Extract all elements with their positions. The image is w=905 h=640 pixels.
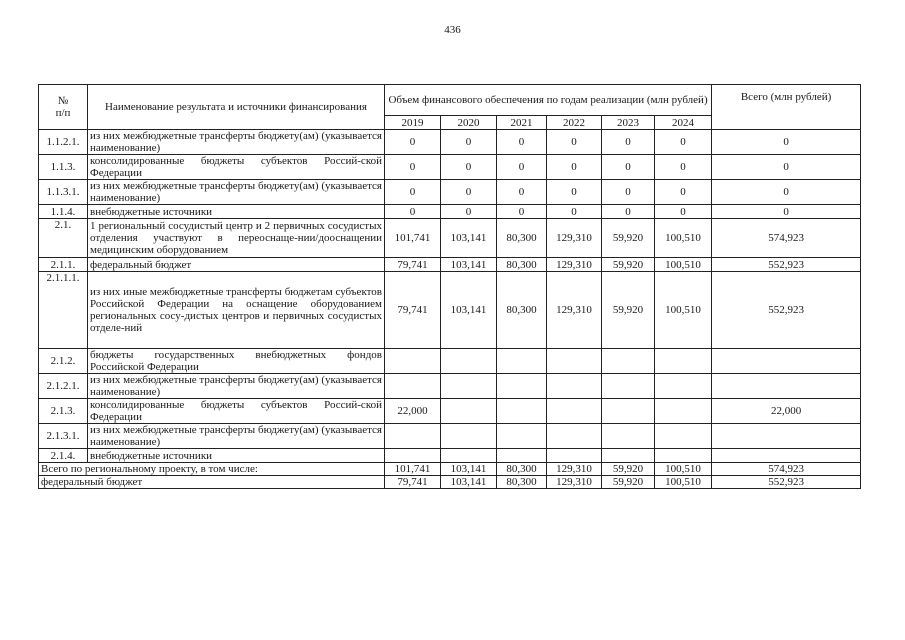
row-name: из них межбюджетные трансферты бюджету(ам) (указывается наименование) <box>88 130 385 155</box>
page-number: 436 <box>444 24 461 36</box>
value-cell: 80,300 <box>497 258 547 272</box>
summary-row <box>39 476 861 489</box>
value-cell: 0 <box>385 130 441 155</box>
value-cell: 59,920 <box>602 258 655 272</box>
table-row <box>39 424 861 449</box>
row-name: 1 региональный сосудистый центр и 2 первичных сосудистых отделения участвуют в переоснаще-нии/дооснащении медицинским оборудованием <box>88 219 385 258</box>
value-cell: 80,300 <box>497 272 547 349</box>
value-cell: 0 <box>547 130 602 155</box>
value-cell: 22,000 <box>385 399 441 424</box>
header-name: Наименование результата и источники финансирования <box>88 85 385 130</box>
row-number: 1.1.2.1. <box>39 130 88 155</box>
value-cell: 103,141 <box>441 476 497 489</box>
value-cell: 129,310 <box>547 219 602 258</box>
value-cell: 103,141 <box>441 258 497 272</box>
value-cell: 0 <box>497 205 547 219</box>
value-cell <box>497 399 547 424</box>
value-cell <box>385 449 441 463</box>
value-cell: 103,141 <box>441 272 497 349</box>
value-cell: 0 <box>547 180 602 205</box>
row-number: 2.1.3. <box>39 399 88 424</box>
table-row <box>39 449 861 463</box>
table-row <box>39 399 861 424</box>
value-cell <box>655 424 712 449</box>
row-name: бюджеты государственных внебюджетных фондов Российской Федерации <box>88 349 385 374</box>
value-cell <box>655 374 712 399</box>
total-cell <box>712 349 861 374</box>
value-cell: 0 <box>655 130 712 155</box>
value-cell: 0 <box>602 130 655 155</box>
value-cell: 0 <box>441 130 497 155</box>
header-year: 2019 <box>385 116 441 130</box>
value-cell: 0 <box>602 180 655 205</box>
header-year: 2024 <box>655 116 712 130</box>
header-year: 2020 <box>441 116 497 130</box>
total-cell <box>712 374 861 399</box>
value-cell: 79,741 <box>385 476 441 489</box>
summary-row <box>39 463 861 476</box>
total-cell: 22,000 <box>712 399 861 424</box>
value-cell <box>385 374 441 399</box>
value-cell: 0 <box>385 180 441 205</box>
table-row <box>39 180 861 205</box>
value-cell: 103,141 <box>441 463 497 476</box>
value-cell <box>602 424 655 449</box>
value-cell <box>497 449 547 463</box>
value-cell <box>655 399 712 424</box>
value-cell: 0 <box>602 205 655 219</box>
summary-label: федеральный бюджет <box>39 476 385 489</box>
value-cell: 80,300 <box>497 476 547 489</box>
value-cell <box>385 349 441 374</box>
row-number: 1.1.3.1. <box>39 180 88 205</box>
value-cell: 0 <box>385 155 441 180</box>
value-cell: 0 <box>547 155 602 180</box>
value-cell: 0 <box>441 155 497 180</box>
value-cell: 100,510 <box>655 258 712 272</box>
total-cell: 0 <box>712 130 861 155</box>
row-number: 2.1.2. <box>39 349 88 374</box>
row-name: консолидированные бюджеты субъектов Россий-ской Федерации <box>88 155 385 180</box>
value-cell: 0 <box>655 155 712 180</box>
total-cell: 552,923 <box>712 476 861 489</box>
value-cell <box>385 424 441 449</box>
value-cell <box>441 449 497 463</box>
row-number: 2.1.1. <box>39 258 88 272</box>
value-cell <box>497 374 547 399</box>
row-name: из них межбюджетные трансферты бюджету(ам) (указывается наименование) <box>88 424 385 449</box>
value-cell <box>497 349 547 374</box>
row-number: 1.1.3. <box>39 155 88 180</box>
value-cell: 100,510 <box>655 463 712 476</box>
total-cell <box>712 449 861 463</box>
value-cell: 80,300 <box>497 463 547 476</box>
value-cell: 79,741 <box>385 272 441 349</box>
value-cell: 100,510 <box>655 476 712 489</box>
value-cell <box>547 424 602 449</box>
value-cell: 0 <box>655 180 712 205</box>
value-cell: 59,920 <box>602 219 655 258</box>
total-cell: 574,923 <box>712 463 861 476</box>
value-cell: 0 <box>497 180 547 205</box>
header-year: 2023 <box>602 116 655 130</box>
value-cell: 80,300 <box>497 219 547 258</box>
row-number: 2.1.1.1. <box>39 272 88 349</box>
value-cell: 79,741 <box>385 258 441 272</box>
row-name: из них межбюджетные трансферты бюджету(ам) (указывается наименование) <box>88 374 385 399</box>
table-row <box>39 155 861 180</box>
value-cell: 0 <box>497 155 547 180</box>
total-cell: 0 <box>712 205 861 219</box>
table-row <box>39 272 861 349</box>
value-cell: 101,741 <box>385 463 441 476</box>
header-year: 2021 <box>497 116 547 130</box>
row-number: 2.1.4. <box>39 449 88 463</box>
header-year: 2022 <box>547 116 602 130</box>
value-cell: 59,920 <box>602 463 655 476</box>
value-cell: 100,510 <box>655 219 712 258</box>
row-name: из них межбюджетные трансферты бюджету(ам) (указывается наименование) <box>88 180 385 205</box>
value-cell: 0 <box>547 205 602 219</box>
value-cell: 0 <box>602 155 655 180</box>
value-cell: 59,920 <box>602 272 655 349</box>
row-name: внебюджетные источники <box>88 449 385 463</box>
value-cell: 0 <box>385 205 441 219</box>
value-cell: 59,920 <box>602 476 655 489</box>
value-cell <box>441 374 497 399</box>
row-number: 2.1.3.1. <box>39 424 88 449</box>
value-cell <box>655 349 712 374</box>
table-row <box>39 258 861 272</box>
value-cell <box>441 399 497 424</box>
row-number: 1.1.4. <box>39 205 88 219</box>
value-cell <box>602 374 655 399</box>
value-cell <box>441 349 497 374</box>
total-cell: 0 <box>712 155 861 180</box>
value-cell: 129,310 <box>547 258 602 272</box>
row-number: 2.1.2.1. <box>39 374 88 399</box>
value-cell <box>602 449 655 463</box>
value-cell <box>547 399 602 424</box>
value-cell <box>547 349 602 374</box>
total-cell: 552,923 <box>712 272 861 349</box>
value-cell <box>547 374 602 399</box>
value-cell: 0 <box>655 205 712 219</box>
row-name: федеральный бюджет <box>88 258 385 272</box>
total-cell <box>712 424 861 449</box>
table-row <box>39 374 861 399</box>
row-name: из них иные межбюджетные трансферты бюджетам субъектов Российской Федерации на оснащение оборудованием региональных сосу-дистых центров и первичных сосудистых отделе-ний <box>88 272 385 349</box>
value-cell: 103,141 <box>441 219 497 258</box>
value-cell: 0 <box>441 180 497 205</box>
value-cell: 129,310 <box>547 272 602 349</box>
header-years-group: Объем финансового обеспечения по годам реализации (млн рублей) <box>385 85 712 116</box>
value-cell <box>602 349 655 374</box>
value-cell: 129,310 <box>547 476 602 489</box>
value-cell: 100,510 <box>655 272 712 349</box>
row-number: 2.1. <box>39 219 88 258</box>
value-cell <box>497 424 547 449</box>
summary-label: Всего по региональному проекту, в том числе: <box>39 463 385 476</box>
header-num: № п/п <box>39 85 88 130</box>
value-cell <box>547 449 602 463</box>
total-cell: 552,923 <box>712 258 861 272</box>
total-cell: 574,923 <box>712 219 861 258</box>
financing-table <box>38 84 861 489</box>
row-name: внебюджетные источники <box>88 205 385 219</box>
table-row <box>39 219 861 258</box>
total-cell: 0 <box>712 180 861 205</box>
table-row <box>39 130 861 155</box>
value-cell <box>655 449 712 463</box>
value-cell: 129,310 <box>547 463 602 476</box>
value-cell: 0 <box>441 205 497 219</box>
value-cell <box>441 424 497 449</box>
value-cell: 101,741 <box>385 219 441 258</box>
value-cell: 0 <box>497 130 547 155</box>
value-cell <box>602 399 655 424</box>
table-row <box>39 205 861 219</box>
table-row <box>39 349 861 374</box>
row-name: консолидированные бюджеты субъектов Россий-ской Федерации <box>88 399 385 424</box>
header-total: Всего (млн рублей) <box>712 85 861 130</box>
